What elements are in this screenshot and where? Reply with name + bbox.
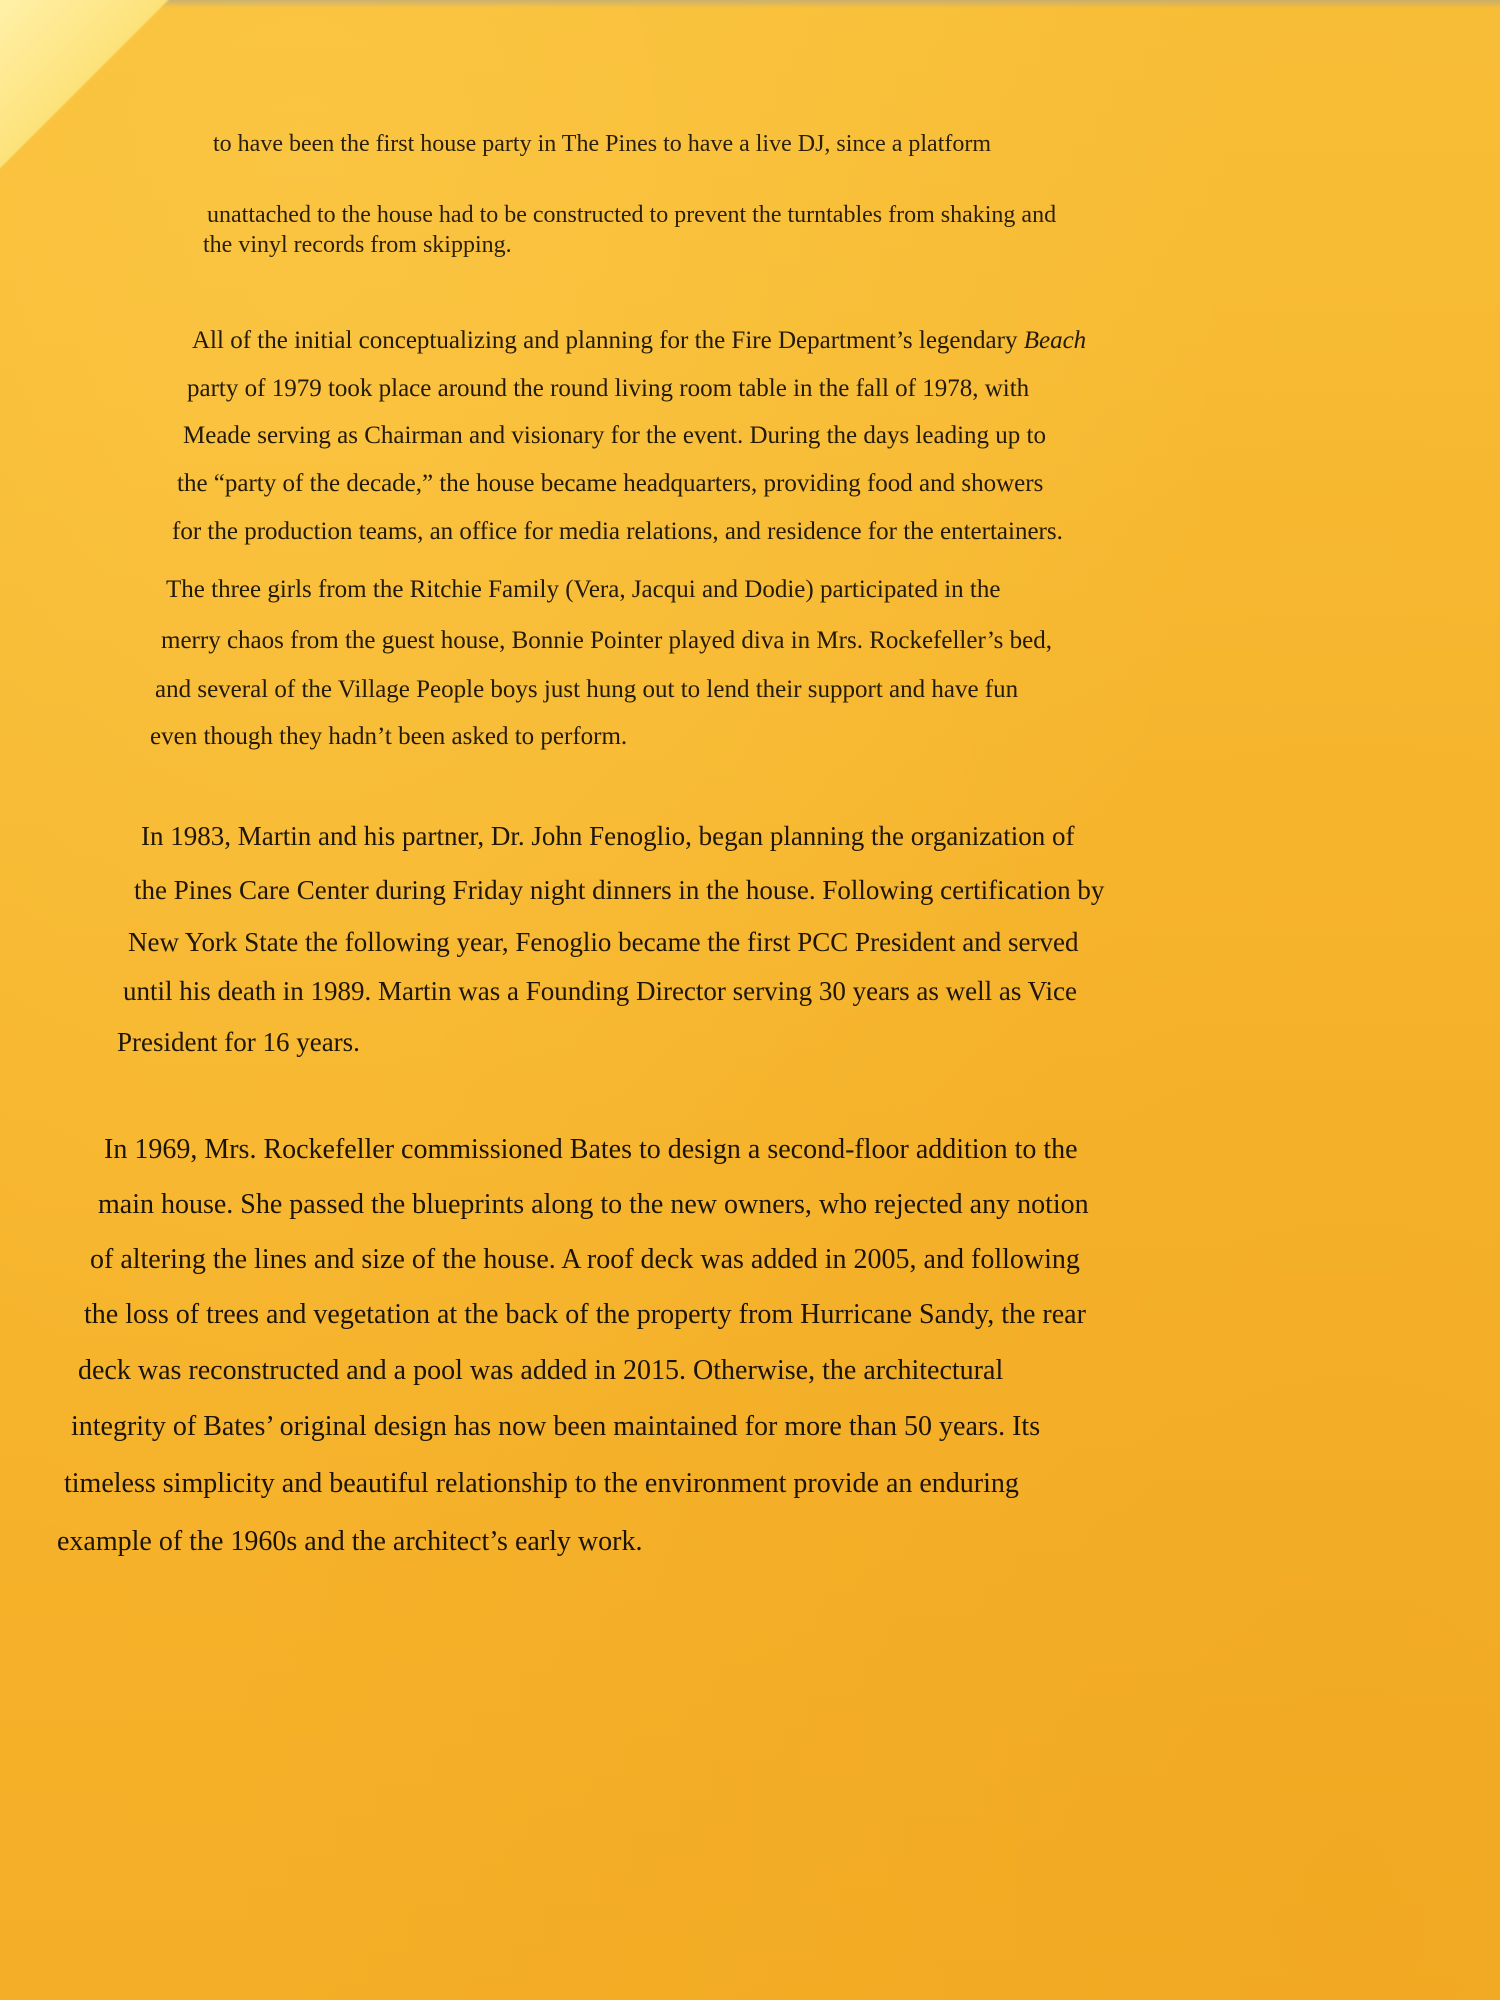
text-line: merry chaos from the guest house, Bonnie Pointer played diva in Mrs. Rockefeller’s bed, bbox=[161, 627, 1052, 654]
text-line: New York State the following year, Fenoglio became the first PCC President and served bbox=[128, 927, 1079, 957]
text-line bbox=[192, 328, 1086, 353]
text-line: Meade serving as Chairman and visionary for the event. During the days leading up to bbox=[183, 422, 1046, 449]
text-line: In 1969, Mrs. Rockefeller commissioned Bates to design a second-floor addition to the bbox=[104, 1134, 1078, 1165]
text-line: The three girls from the Ritchie Family (Vera, Jacqui and Dodie) participated in the bbox=[166, 576, 1001, 603]
text-line: to have been the first house party in The Pines to have a live DJ, since a platform bbox=[213, 131, 992, 157]
text-line: even though they hadn’t been asked to perform. bbox=[150, 723, 628, 750]
text-line: main house. She passed the blueprints along to the new owners, who rejected any notion bbox=[98, 1189, 1089, 1220]
text-line: for the production teams, an office for media relations, and residence for the entertainers. bbox=[172, 518, 1063, 545]
text-line: deck was reconstructed and a pool was added in 2015. Otherwise, the architectural bbox=[78, 1355, 1004, 1386]
text-line: timeless simplicity and beautiful relationship to the environment provide an enduring bbox=[64, 1468, 1019, 1499]
text-line: party of 1979 took place around the round living room table in the fall of 1978, with bbox=[187, 375, 1030, 402]
text-line-start: All of the initial conceptualizing and planning for the Fire Department’s legendary bbox=[192, 327, 1024, 354]
page-top-edge bbox=[0, 0, 1500, 8]
text-line: and several of the Village People boys just hung out to lend their support and have fun bbox=[155, 676, 1019, 703]
text-line: unattached to the house had to be constructed to prevent the turntables from shaking and bbox=[207, 202, 1057, 228]
text-line: In 1983, Martin and his partner, Dr. John Fenoglio, began planning the organization of bbox=[141, 821, 1075, 851]
text-line: integrity of Bates’ original design has now been maintained for more than 50 years. Its bbox=[71, 1411, 1041, 1442]
text-line: until his death in 1989. Martin was a Founding Director serving 30 years as well as Vice bbox=[123, 976, 1077, 1006]
text-line: the “party of the decade,” the house became headquarters, providing food and showers bbox=[177, 470, 1044, 497]
italic-word: Beach bbox=[1023, 327, 1087, 354]
text-line: the vinyl records from skipping. bbox=[203, 232, 512, 258]
text-line: the loss of trees and vegetation at the back of the property from Hurricane Sandy, the rear bbox=[84, 1299, 1086, 1330]
text-line: President for 16 years. bbox=[117, 1027, 360, 1057]
page-corner-fold bbox=[0, 0, 180, 190]
text-line: the Pines Care Center during Friday night dinners in the house. Following certification by bbox=[134, 875, 1105, 905]
text-line: of altering the lines and size of the house. A roof deck was added in 2005, and following bbox=[90, 1244, 1080, 1275]
text-line: example of the 1960s and the architect’s early work. bbox=[57, 1526, 643, 1557]
